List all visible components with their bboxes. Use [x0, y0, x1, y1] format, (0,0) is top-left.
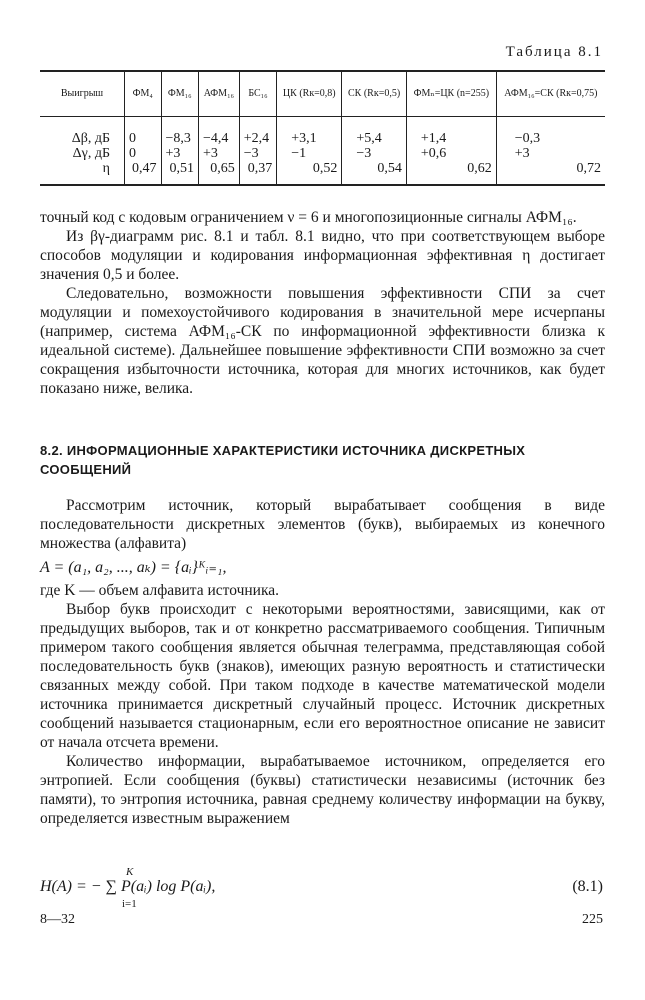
col-afm16: −4,4 +3 0,65: [199, 117, 240, 186]
text-block-3: [40, 581, 605, 828]
paragraph-continuation: точный код с кодовым ограничением ν = 6 и многопозиционные сигналы АФМ₁₆.: [40, 209, 577, 226]
col-fmn-ck: +1,4 +0,6 0,62: [406, 117, 496, 186]
header-afm16-sk: АФМ₁₆=СК (Rк=0,75): [496, 71, 605, 117]
header-ck: ЦК (Rк=0,8): [277, 71, 342, 117]
footer-signature: 8—32: [40, 912, 75, 927]
col-fm4: 0 0 0,47: [125, 117, 162, 186]
header-fm4: ФМ₄: [125, 71, 162, 117]
equation-number: (8.1): [572, 878, 603, 895]
section-heading: [40, 441, 605, 479]
entropy-expression: H(A) = − ∑ P(aᵢ) log P(aᵢ),: [40, 878, 216, 895]
col-bs16: +2,4 −3 0,37: [239, 117, 277, 186]
paragraph-source-intro: Рассмотрим источник, который вырабатывает сообщения в виде последовательности дискретных элементов (букв), выбираемых из конечного множества (алфавита): [40, 497, 605, 552]
section-title: ИНФОРМАЦИОННЫЕ ХАРАКТЕРИСТИКИ ИСТОЧНИКА ДИСКРЕТНЫХ СООБЩЕНИЙ: [40, 443, 526, 477]
sum-upper-limit: K: [126, 866, 134, 878]
col-fm16: −8,3 +3 0,51: [161, 117, 199, 186]
paragraph-entropy: Количество информации, вырабатываемое источником, определяется его энтропией. Если сообщения (буквы) статистически независимы (источник без памяти), то энтропия источника, равная среднему количеству информации на букву, определяется известным выражением: [40, 753, 605, 827]
paragraph-alphabet-size: где K — объем алфавита источника.: [40, 582, 280, 599]
header-fmn-ck: ФМₙ=ЦК (n=255): [406, 71, 496, 117]
text-block-1: [40, 208, 605, 398]
header-sk: СК (Rк=0,5): [342, 71, 407, 117]
comparison-table: [40, 70, 605, 186]
header-bs16: БС₁₆: [239, 71, 277, 117]
paragraph-diagram-ref: Из βγ-диаграмм рис. 8.1 и табл. 8.1 видно, что при соответствующем выборе способов модуляции и кодирования информационная эффективная η достигает значения 0,5 и более.: [40, 228, 605, 283]
header-gain: Выигрыш: [40, 71, 125, 117]
paragraph-consequence: Следовательно, возможности повышения эффективности СПИ за счет модуляции и помехоустойчивого кодирования в значительной мере исчерпаны (например, система АФМ₁₆-СК по информационной эффективности близка к идеальной системе). Дальнейшее повышение эффективности СПИ возможно за счет сокращения избыточности источника, которая для многих источников, как будет показано ниже, велика.: [40, 285, 605, 397]
page-number: 225: [582, 912, 603, 927]
sum-lower-limit: i=1: [122, 898, 137, 910]
paragraph-letter-choice: Выбор букв происходит с некоторыми вероятностями, зависящими, как от предыдущих выборов, так и от конкретно рассматриваемого сообщения. Типичным примером такого сообщения является обычная телеграмма, представляющая собой последовательность букв (знаков), имеющих разную вероятность и статистически связанных между собой. При таком подходе в качестве математической модели источника принимается дискретный случайный процесс. Источник дискретных сообщений называется стационарным, если его вероятностное описание не зависит от начала отсчета времени.: [40, 601, 605, 751]
section-number: 8.2.: [40, 443, 63, 458]
entropy-formula: [40, 866, 605, 910]
col-ck: +3,1 −1 0,52: [277, 117, 342, 186]
alphabet-formula: A = (a₁, a₂, ..., aₖ) = {aᵢ}ᴷᵢ₌₁,: [40, 559, 227, 576]
header-afm16: АФМ₁₆: [199, 71, 240, 117]
document-page: [40, 0, 605, 1000]
row-labels: Δβ, дБ Δγ, дБ η: [40, 117, 125, 186]
header-fm16: ФМ₁₆: [161, 71, 199, 117]
table-row: [40, 117, 605, 186]
text-block-2: [40, 496, 605, 553]
col-sk: +5,4 −3 0,54: [342, 117, 407, 186]
table-header-row: [40, 71, 605, 117]
col-afm16-sk: −0,3 +3 0,72: [496, 117, 605, 186]
table-caption: Таблица 8.1: [505, 44, 603, 60]
